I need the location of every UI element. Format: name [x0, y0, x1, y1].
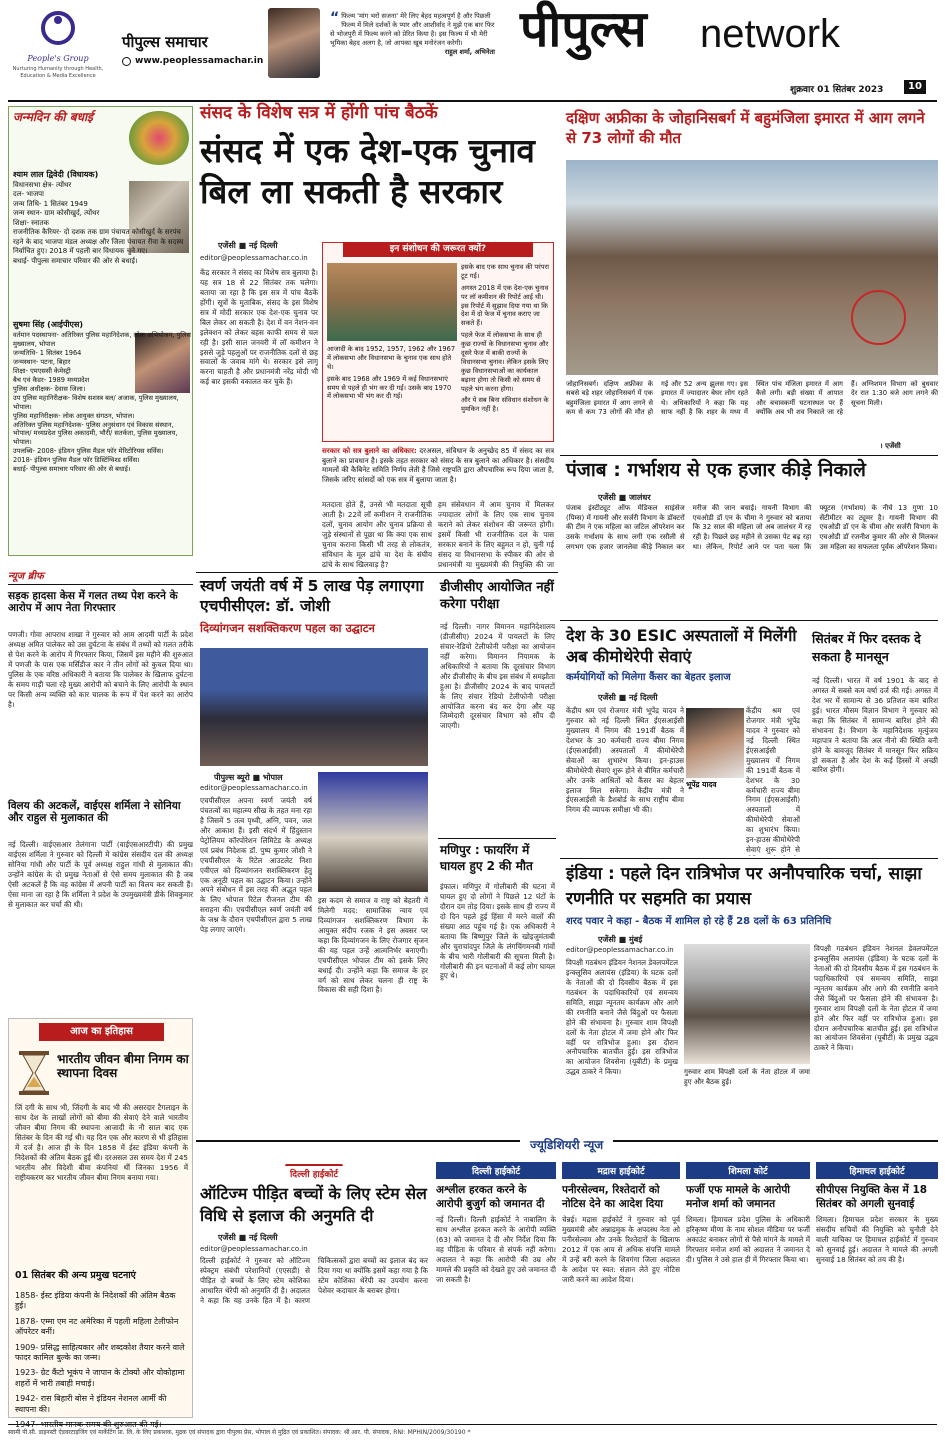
brief2-headline: विलय की अटकलें, वाईएस शर्मिला ने सोनिया और राहुल से मुलाकात की — [8, 800, 181, 825]
monsoon-text: नई दिल्ली। भारत में वर्ष 1901 के बाद से अगस्त में सबसे कम वर्षा दर्ज की गई। अगस्त में देश भर में सामान्य से 36 प्रतिशत कम बारिश हुई। भारत मौसम विज्ञान विभाग ने गुरुवार को कहा कि सितंबर में सामान्य बारिश होने की संभावना है। विभाग के महानिदेशक मृत्युंजय महापात्र ने बताया कि अल नीनो की स्थिति बनी होने के बावजूद सितंबर में मानसून फिर सक्रिय हो सकता है और देश के कई हिस्सों में अच्छी बारिश होगी। — [812, 676, 938, 775]
hourglass-icon — [17, 1049, 51, 1097]
history-label: आज का इतिहास — [39, 1023, 164, 1041]
india-photo — [684, 944, 810, 1064]
lead-text-col1: केंद्र सरकार ने संसद का विशेष सत्र बुलाया है। यह सत्र 18 से 22 सितंबर तक चलेगा। बताया जा रहा है कि इस सत्र में पांच बैठकें होंगी। सूत्रों के मुताबिक, संसद के इस विशेष सत्र में मोदी सरकार एक देश-एक चुनाव पर बिल लेकर आ सकती है। देश में वन नेशन-वन इलेक्शन को लेकर बहस काफी समय से चल रही है। इसी साल जनवरी में लॉ कमीशन ने इससे जुड़े पहलुओं पर राजनीतिक दलों से छह सवालों के जवाब मांगे थे। सरकार इसे लागू करना चाहती है और प्रधानमंत्री नरेंद्र मोदी भी कई बार इसकी वकालत कर चुके हैं। — [200, 268, 318, 387]
india-email: editor@peoplessamachar.co.in — [566, 946, 674, 954]
judiciary-item — [436, 1162, 556, 1415]
judiciary-text: चेन्नई। मद्रास हाईकोर्ट ने गुरुवार को पूर्व मुख्यमंत्री और अन्नाद्रमुक के अपदस्थ नेता ओ पनीरसेल्वम और उनके रिश्तेदारों के खिलाफ 2012 में एक आय से अधिक संपत्ति मामले में उन्हें बरी करने के शिवगंगा जिला अदालत के आदेश पर स्वत: संज्ञान लेते हुए नोटिस जारी करने का आदेश दिया। — [562, 1215, 680, 1284]
manipur-text: इंफाल। मणिपुर में गोलीबारी की घटना में घायल हुए दो लोगों ने पिछले 12 घंटों के दौरान दम तोड़ दिया। इसके साथ ही राज्य में दो दिन पहले हुई हिंसा में मरने वालों की संख्या आठ पहुंच गई है। एक अधिकारी ने बताया कि बिष्णुपुर जिले के खोइजुमंताबी और चुराचांदपुर जिले के लंगचिंगमनबी गांवों के बीच भारी गोलीबारी की सूचना मिली है। गोलीबारी की इन घटनाओं में कई लोग घायल हुए थे। — [440, 882, 555, 981]
esic-byline: एजेंसी ■ नई दिल्ली — [598, 693, 658, 702]
brief1-headline: सड़क हादसा केस में गलत तथ्य पेश करने के आरोप में आप नेता गिरफ्तार — [8, 590, 178, 615]
judiciary-text: शिमला। हिमाचल प्रदेश पुलिस के अधिकारी हरिकृष्ण मीणा के नाम सोशल मीडिया पर फर्जी अकाउंट बनाकर लोगों से पैसे मांगने के मामले में गिरफ्तार मनोज शर्मा को अदालत ने जमानत दे दी। पुलिस ने उसे हाल ही में गिरफ्तार किया था। — [686, 1215, 810, 1265]
dgca-text: नई दिल्ली। नागर विमानन महानिदेशालय (डीजीसीए) 2024 में पायलटों के लिए संचार-रेडियो टेलीफोनी परीक्षा का आयोजन नहीं करेगा। विमानन नियामक के अधिकारियों ने बताया कि दूरसंचार विभाग और डीजीसीए के बीच इस संबंध में समझौता हुआ है। डीजीसीए 2024 के बाद पायलटों के लिए संचार रेडियो टेलीफोनी परीक्षा आयोजित करना बंद कर देगा और यह जिम्मेदारी दूरसंचार विभाग को सौंप दी जाएगी। — [440, 622, 555, 731]
judiciary-item — [686, 1162, 810, 1415]
amendment-box — [322, 242, 554, 442]
judiciary-label: ज्यूडिशियरी न्यूज — [520, 1136, 613, 1153]
masthead-rule — [8, 100, 937, 102]
minister-photo — [686, 708, 744, 778]
dgca-headline: डीजीसीए आयोजित नहीं करेगा परीक्षा — [440, 580, 554, 612]
footer-rule — [8, 1424, 937, 1425]
issue-date: शुक्रवार 01 सितंबर 2023 — [790, 85, 884, 95]
judiciary-text: दिल्ली हाईकोर्ट ने गुरुवार को ऑटिज्म स्पेक्ट्रम संबंधी परेशानियों (एएसडी) से पीड़ित दो बच्चों के लिए स्टेम कोशिका आधारित थेरेपी को अनुमति दी है। अदालत ने कहा कि यह उनके हित में है। कारण चिकित्सकों द्वारा बच्चों का इलाज बंद कर दिया गया था क्योंकि इसमें कहा गया है कि स्टेम कोशिका थेरेपी का उपयोग करना पेशेवर कदाचार के बराबर होगा। — [200, 1255, 428, 1305]
promo-quote: फिल्म 'मांग भरो सजना' मेरे लिए बेहद महत्वपूर्ण है और पिछली फिल्म में मिले दर्शकों के प्यार और आशीर्वाद ने मुझे एक बार फिर से भोजपुरी में फिल्म करने को प्रेरित किया है। इस फिल्म में भी मेरी भूमिका बेहद अलग है, जो आपका खूब मनोरंजन करेगी। — [330, 12, 495, 47]
person2-details: वर्तमान पदस्थापना- अतिरिक्त पुलिस महानिदेशक, लोक अभियोजन, पुलिस मुख्यालय, भोपाल जन्मतिथि- 1 सितंबर 1964 जन्मस्थान- पटना, बिहार शिक्षा- एमएससी केमेस्ट्री बैच एवं कैडर- 1989 मध्यप्रदेश पुलिस अधीक्षक- देवास जिला। उप पुलिस महानिरीक्षक- विशेष सशस्त्र बल/ अजाक, पुलिस मुख्यालय, भोपाल। पुलिस महानिरीक्षक- लोक आयुक्त संगठन, भोपाल। अतिरिक्त पुलिस महानिदेशक- पुलिस अनुसंधान एवं विकास संस्थान, भोपाल/ मध्यप्रदेश पुलिस अकादमी, भौरी/ सतर्कता, पुलिस मुख्यालय, भोपाल। उपलब्धि- 2008- इंडियन पुलिस मैडल फॉर मेरिटोरियस सर्विस। 2018- इंडियन पुलिस मैडल फॉर डिस्टिंग्विश्ड सर्विस। बधाई- पीपुल्स समाचार परिवार की ओर से बधाई। — [13, 331, 191, 474]
judiciary-item — [562, 1162, 680, 1415]
brief2-text: नई दिल्ली। वाईएसआर तेलंगाना पार्टी (वाईएसआरटीपी) की प्रमुख वाईएस शर्मिला ने गुरुवार को दिल्ली में कांग्रेस संसदीय दल की अध्यक्ष सोनिया गांधी और पार्टी के पूर्व अध्यक्ष राहुल गांधी से मुलाकात की। उन्होंने कांग्रेस के दो प्रमुख नेताओं से ऐसे समय मुलाकात की है जब ऐसी अटकलें हैं कि वह कांग्रेस में अपनी पार्टी का विलय कर सकती हैं। ऐसा माना जा रहा है कि शर्मिला ने प्रदेश के उपमुख्यमंत्री डीके शिवकुमार से मुलाकात कर चर्चा की थी। — [8, 840, 193, 909]
court-badge: शिमला कोर्ट — [686, 1162, 810, 1179]
judiciary-headline: पनीरसेल्वम, रिश्तेदारों को नोटिस देने का आदेश दिया — [562, 1184, 664, 1211]
esic-rule — [560, 620, 938, 621]
hpcl-text: एचपीसीएल अपना स्वर्ण जयंती वर्ष पंचतत्वों का महात्म्य सीख के तहत मना रहा है जिसमें 5 तत्व पृथ्वी, अग्नि, पवन, जल और आकाश हैं। इसी संदर्भ में हिंदुस्तान पेट्रोलियम कॉरपोरेशन लिमिटेड के अध्यक्ष एवं प्रबंध निदेशक डॉ. पुष्प कुमार जोशी ने एचपीसीएल के रिटेल आउटलेट निशा एवीएल को दिव्यांगजन सशक्तिकरण हेतु एक अनूठी पहल का उद्घाटन किया। उन्होंने अपने संबोधन में इस तरह की अद्भुत पहल के लिए भोपाल रिटेल रीजनल टीम की सराहना की। एचपीसीएल स्वर्ण जयंती वर्ष के जश्न के दौरान एचपीसीएल द्वारा 5 लाख पेड़ लगाए जाएंगे। — [200, 796, 312, 935]
india-byline: एजेंसी ■ मुंबई — [598, 935, 643, 944]
monsoon-headline: सितंबर में फिर दस्तक दे सकता है मानसून — [812, 631, 921, 665]
manipur-rule — [438, 838, 556, 839]
fire-headline: दक्षिण अफ्रीका के जोहानिसबर्ग में बहुमंजिला इमारत में आग लगने से 73 लोगों की मौत — [566, 109, 925, 148]
history-title: भारतीय जीवन बीमा निगम का स्थापना दिवस — [57, 1052, 189, 1080]
lead-text-col3: हम संसेवधान में आम चुनाव में मिलकर ज्यादातर लोगों के लिए एक साथ चुनाव कराने को लेकर संशोधन की जरूरत होगी। इसमें किसी भी राजनीतिक दल के पास सरकार बनाने के लिए बहुमत न हो, चुनी गई संसद या विधानसभा के स्पीकर की ओर से प्रधानमंत्री या मुख्यमंत्री की नियुक्ति की जा — [438, 500, 554, 569]
judiciary-byline: एजेंसी ■ नई दिल्ली — [218, 1232, 278, 1242]
paper-name: पीपुल्स समाचार — [122, 33, 208, 51]
india-text: विपक्षी गठबंधन इंडियन नेशनल डेवलपमेंटल इन्क्लूसिव अलायंस (इंडिया) के घटक दलों के नेताओं की दो दिवसीय बैठक में इस गठबंधन के पदाधिकारियों एवं समन्वय समिति, साझा न्यूनतम कार्यक्रम और आगे की रणनीति बनाने जैसे बिंदुओं पर फैसला होने की संभावना है। गुरुवार शाम विपक्षी दलों के नेता होटल में जमा होने और फिर वहीं पर रात्रिभोज हुआ। इस दौरान अनौपचारिक बातचीत हुई। इस रात्रिभोज का आयोजन शिवसेना (यूबीटी) के प्रमुख उद्धव ठाकरे ने किया। — [566, 958, 678, 1077]
footer-imprint: स्वामी पी.सी. डाइनस्टी ऐडवरटाइजिंग एवं मार्केटिंग प्रा. लि. के लिए प्रकाशक, मुद्रक एवं संपादक द्वारा पीपुल्स प्रेस, भोपाल से मुद्रित एवं प्रकाशित। संपादक: श्री आर. पी. संपादक, RNI: MPHIN/2009/30190 * — [8, 1429, 471, 1436]
parliament-photo — [327, 263, 457, 341]
birthday-header: जन्मदिन की बधाई — [13, 110, 93, 124]
court-badge: दिल्ली हाईकोर्ट — [285, 1164, 343, 1181]
event-item: 1878- एम्मा एम नट अमेरिका में पहली महिला टेलीफोन ऑपरेटर बनीं। — [15, 1316, 179, 1337]
person1-name: श्याम लाल द्विवेदी (विधायक) — [13, 170, 99, 179]
hpcl-credit: पीपुल्स ब्यूरो ■ भोपाल — [214, 773, 283, 782]
punjab-text: पंजाब इंस्टीट्यूट ऑफ मेडिकल साइंसेज (पिम्स) में गायनी और सर्जरी विभाग के डॉक्टरों की टीम ने एक महिला का जटिल ऑपरेशन कर उसके गर्भाशय के साथ लगी एक रसौली से लगभग एक हजार जानलेवा कीड़े निकाल कर मरीज की जान बचाई। गायनी विभाग की एचओडी डॉ एन के चीमा ने गुरुवार को बताया कि 32 साल की महिला जो अब जालंधर में रह रही है। पिछले छह महीने से उसका पेट बढ़ रहा था। लेकिन, रिपोर्ट आने पर पता चला कि फ्यूटस (गर्भाशय) के नीचे 13 गुणा 10 सेंटीमीटर का ट्यूमर है। गायनी विभाग की एचओडी डॉ एन के चीमा और सर्जरी विभाग के एचओडी डॉ रजनीश कुमार की ओर से मिलकर उस महिला का सफलता पूर्वक ऑपरेशन किया। — [566, 504, 938, 551]
punjab-headline: पंजाब : गर्भाशय से एक हजार कीड़े निकाले — [566, 459, 866, 481]
event-item: 1942- रास बिहारी बोस ने इंडियन नेशनल आर्मी की स्थापना की। — [15, 1394, 167, 1414]
promo-author: राहुल शर्मा, अभिनेता — [444, 47, 495, 56]
india-photo-caption: गुरुवार शाम विपक्षी दलों के नेता होटल में जमा हुए और बैठक हुई। — [684, 1068, 810, 1086]
esic-text: केंद्रीय श्रम एवं रोजगार मंत्री भूपेंद्र यादव ने गुरुवार को नई दिल्ली स्थित ईएसआईसी मुख्यालय में निगम की 191वीं बैठक में देशभर के 30 कर्मचारी राज्य बीमा निगम (ईएसआईसी) अस्पतालों में कीमोथेरेपी सेवाओं का शुभारंभ किया। इन-हाउस कीमोथेरेपी सेवाएं शुरू होने से बीमित कर्मचारी और उनके आश्रितों को कैंसर का बेहतर इलाज मिल सकेगा। केंद्रीय मंत्री ने ईएसआईसी के डैशबोर्ड के साथ राष्ट्रीय बीमा निगम की व्यापक समीक्षा भी की। — [566, 706, 684, 815]
title-english: network — [700, 12, 841, 56]
judiciary-email: editor@peoplessamachar.co.in — [200, 1244, 308, 1253]
group-emblem-icon — [38, 8, 78, 48]
group-caption: People's Group — [27, 54, 89, 63]
lead-kicker: संसद के विशेष सत्र में होंगी पांच बैठकें — [200, 103, 438, 123]
amendment-box-title: इन संशोधन की जरूरत क्यों? — [343, 242, 533, 257]
hpcl-sub: दिव्यांगजन सशक्तिकरण पहल का उद्घाटन — [200, 621, 375, 635]
globe-icon — [122, 57, 131, 66]
page-number: 10 — [904, 80, 926, 94]
esic-text-2: केंद्रीय श्रम एवं रोजगार मंत्री भूपेंद्र यादव ने गुरुवार को नई दिल्ली स्थित ईएसआईसी मुख्यालय में निगम की 191वीं बैठक में देशभर के 30 कर्मचारी राज्य बीमा निगम (ईएसआईसी) अस्पतालों में कीमोथेरेपी सेवाओं का शुभारंभ किया। इन-हाउस कीमोथेरेपी सेवाएं शुरू होने से — [746, 706, 800, 855]
brief1-text: पणजी। गोवा आपराध शाखा ने गुरुवार को आम आदमी पार्टी के प्रदेश अध्यक्ष अमित पालेकर को उस दुर्घटना के संबंध में तथ्यों को गलत तरीके से पेश करने के आरोप में गिरफ्तार किया, जिसमें इस महीने की शुरुआत में पणजी के पास एक मर्सिडीज कार ने तीन लोगों को कुचल दिया था। पुलिस के एक वरिष्ठ अधिकारी ने बताया कि पालेकर के खिलाफ दुर्घटना के समय गाड़ी चला रहे मुख्य आरोपी को बचाने के लिए आरोपी के स्थान पर किसी अन्य व्यक्ति को कार चालक के रूप में पेश करने का आरोप है। — [8, 630, 193, 709]
court-badge: दिल्ली हाईकोर्ट — [436, 1162, 556, 1179]
hpcl-photo-2 — [318, 772, 428, 892]
event-item: 1923- ग्रेट कैंटो भूकंप ने जापान के टोक्यो और योकोहामा शहरों में भारी तबाही मचाई। — [15, 1368, 185, 1388]
session-power-para — [322, 446, 554, 496]
event-item: 1909- प्रसिद्ध साहित्यकार और शब्दकोश तैयार करने वाले फादर कामिल बुल्के का जन्म। — [15, 1342, 185, 1362]
hpcl-photo — [200, 648, 428, 766]
history-text: जिं दगी के साथ भी, जिंदगी के बाद भी की असरदार टैगलाइन के साथ देश के लाखों लोगों को बीमा की सेवाएं देने वाले भारतीय जीवन बीमा निगम की स्थापना आजादी के नौ साल बाद एक सितंबर के दिन की गई थी। यह दिन एक और कारण से भी इतिहास में दर्ज है। आज ही के दिन 1858 में ईस्ट इंडिया कंपनी के निदेशकों की अंतिम बैठक हुई थी। दरअसल उस समय देश में 245 भारतीय और विदेशी बीमा कंपनियां थीं जिनका 1956 में राष्ट्रीयकरण कर भारतीय जीवन बीमा निगम बनाया गया। — [15, 1103, 188, 1182]
lead-headline: संसद में एक देश-एक चुनाव बिल ला सकती है सरकार — [200, 131, 535, 212]
india-rule — [560, 858, 938, 859]
punjab-rule — [560, 455, 938, 456]
box-point: आजादी के बाद 1952, 1957, 1962 और 1967 में लोकसभा और विधानसभा के चुनाव एक साथ होते थे। — [327, 345, 456, 371]
box-col2 — [461, 263, 551, 441]
judiciary-headline: फर्जी एफ मामले के आरोपी मनोज शर्मा को जमानत — [686, 1184, 791, 1211]
india-headline: इंडिया : पहले दिन रात्रिभोज पर अनौपचारिक चर्चा, साझा रणनीति पर सहमति का प्रयास — [566, 864, 922, 909]
highlight-circle — [851, 290, 906, 345]
manipur-headline: मणिपुर : फायरिंग में घायल हुए 2 की मौत — [440, 843, 533, 874]
india-sub: शरद पवार ने कहा - बैठक में शामिल हो रहे हैं 28 दलों के 63 प्रतिनिधि — [566, 916, 832, 927]
title-hindi: पीपुल्स — [520, 0, 647, 58]
judiciary-item — [816, 1162, 938, 1415]
news-brief-label: न्यूज ब्रीफ — [8, 571, 44, 582]
judiciary-text: नई दिल्ली। दिल्ली हाईकोर्ट ने नाबालिग के साथ अश्लील हरकत करने के आरोपी व्यक्ति (63) को जमानत दे दी और निर्देश दिया कि वह पीड़िता के परिवार से संपर्क नहीं करेगा। अदालत ने कहा कि आरोपी की उम्र और मामले की प्रकृति को देखते हुए उसे जमानत दी जा सकती है। — [436, 1215, 556, 1284]
judiciary-headline: ऑटिज्म पीड़ित बच्चों के लिए स्टेम सेल विधि से इलाज की अनुमति दी — [200, 1184, 427, 1226]
promo-quote-block — [330, 12, 495, 56]
judiciary-text: शिमला। हिमाचल प्रदेश सरकार के मुख्य संसदीय सचिवों की नियुक्ति को चुनौती देने वाली याचिका पर हिमाचल हाईकोर्ट में गुरुवार को सुनवाई हुई। अदालत ने मामले की अगली सुनवाई 18 सितंबर को तय की है। — [816, 1215, 938, 1265]
peoples-group-logo — [8, 8, 108, 100]
hpcl-text-2: इस कदम से समाज व राष्ट्र को बेहतरी में मिलेगी मदद: सामाजिक न्याय एवं दिव्यांगजन सशक्तिकरण विभाग के आयुक्त संदीप रजक ने इस अवसर पर कहा कि दिव्यांगजन के लिए रोजगार सृजन की यह पहल उन्हें आत्मनिर्भर बनाएगी। एचपीसीएल भोपाल टीम को इसके लिए बधाई दी। उन्होंने कहा कि समाज के हर वर्ग को साथ लेकर चलना ही राष्ट्र के विकास की सही दिशा है। — [318, 896, 428, 995]
session-power-text: दरअसल, संविधान के अनुच्छेद 85 में संसद का सत्र बुलाने का प्रावधान है। इसके तहत सरकार को संसद के सत्र बुलाने का अधिकार है। संसदीय मामलों की कैबिनेट समिति निर्णय लेती है जिसे राष्ट्रपति द्वारा औपचारिक रूप दिया जाता है, जिसके जरिए सांसदों को एक सत्र में बुलाया जाता है। — [322, 446, 554, 484]
box-point: इसके बाद 1968 और 1969 में कई विधानसभाएं समय से पहले ही भंग कर दी गईं। उसके बाद 1970 में लोकसभा भी भंग कर दी गई। — [327, 374, 452, 401]
judiciary-headline: अश्लील हरकत करने के आरोपी बुजुर्ग को जमानत दी — [436, 1184, 545, 1211]
box-point: पहले फेज में लोकसभा के साथ ही कुछ राज्यों के विधानसभा चुनाव और दूसरे फेज में बाकी राज्यों के विधानसभा चुनाव। लेकिन इसके लिए कुछ विधानसभाओं का कार्यकाल बढ़ाना होगा तो किसी को समय से पहले भंग करना होगा। — [461, 331, 549, 393]
esic-sub: कर्मयोगियों को मिलेगा कैंसर का बेहतर इलाज — [566, 672, 731, 683]
hpcl-headline: स्वर्ण जयंती वर्ष में 5 लाख पेड़ लगाएगा एचपीसीएल: डॉ. जोशी — [200, 577, 424, 616]
india-text-2: विपक्षी गठबंधन इंडियन नेशनल डेवलपमेंटल इन्क्लूसिव अलायंस (इंडिया) के घटक दलों के नेताओं की दो दिवसीय बैठक में इस गठबंधन के पदाधिकारियों एवं समन्वय समिति, साझा न्यूनतम कार्यक्रम और आगे की रणनीति बनाने जैसे बिंदुओं पर फैसला होने की संभावना है। गुरुवार शाम विपक्षी दलों के नेता होटल में जमा होने और फिर वहीं पर रात्रिभोज हुआ। इस दौरान अनौपचारिक बातचीत हुई। इस रात्रिभोज का आयोजन शिवसेना (यूबीटी) के प्रमुख उद्धव ठाकरे ने किया। — [814, 944, 938, 1053]
judiciary-item — [200, 1162, 428, 1432]
esic-headline: देश के 30 ESIC अस्पतालों में मिलेंगी अब कीमोथेरेपी सेवाएं — [566, 626, 797, 666]
event-item: 1858- ईस्ट इंडिया कंपनी के निदेशकों की अंतिम बैठक हुई। — [15, 1291, 176, 1311]
news-brief-rule — [8, 584, 193, 585]
events-list — [15, 1291, 188, 1430]
box-point: अगस्त 2018 में एक देश-एक चुनाव पर लॉ कमीशन की रिपोर्ट आई थी। इस रिपोर्ट में सुझाव दिया गया था कि देश में दो फेज में चुनाव कराए जा सकते हैं। — [461, 283, 549, 328]
birthday-box — [8, 106, 193, 556]
court-badge: हिमाचल हाईकोर्ट — [816, 1162, 938, 1179]
quote-icon: “ — [330, 10, 340, 26]
hpcl-email: editor@peoplessamachar.co.in — [200, 784, 308, 792]
group-tagline: Nurturing Humanity through Health, Education & Media Excellence — [12, 66, 104, 79]
court-badge: मद्रास हाईकोर्ट — [562, 1162, 680, 1179]
website-row[interactable] — [122, 56, 263, 66]
lead-email: editor@peoplessamachar.co.in — [200, 254, 308, 262]
minister-caption: भूपेंद्र यादव — [686, 780, 717, 789]
session-power-label: सरकार को सत्र बुलाने का अधिकार: — [322, 446, 417, 455]
row2-rule — [196, 572, 558, 573]
actor-photo — [268, 8, 320, 78]
box-col1 — [327, 345, 457, 401]
punjab-byline: एजेंसी ■ जालंधर — [598, 493, 651, 502]
lead-byline: एजेंसी ■ नई दिल्ली — [218, 241, 278, 250]
box-point: इसके बाद एक साथ चुनाव की परंपरा टूट गई। — [461, 263, 549, 280]
box-point: और ये सब बिना संविधान संशोधन के मुमकिन नहीं है। — [461, 396, 549, 414]
history-box — [8, 1018, 193, 1418]
website-link[interactable]: www.peoplessamachar.in — [135, 56, 264, 66]
person1-details: विधानसभा क्षेत्र- त्योंथर दल- भाजपा जन्म तिथि- 1 सितंबर 1949 जन्म स्थान- ग्राम कोसीखुर्द, त्योंथर शिक्षा- स्नातक राजनीतिक कैरियर- दो दशक तक ग्राम पंचायत कोसीखुर्द के सरपंच रहने के बाद भाजपा मंडल अध्यक्ष और जिला पंचायत रीवा के सदस्य निर्वाचित हुए। 2018 में पहली बार विधायक चुने गए। बधाई- पीपुल्स समाचार परिवार की ओर से बधाई। — [13, 181, 184, 265]
person2-name: सुषमा सिंह (आईपीएस) — [13, 320, 84, 329]
lead-text-col2: मतदाता होते हैं, उनसे भी मतदाता सूची आती है। 22वें लॉ कमीशन ने राजनीतिक दलों, चुनाव आयोग और चुनाव प्रक्रिया से जुड़े संस्थानों से पूछा था कि क्या एक साथ चुनाव कराना किसी भी तरह से लोकतंत्र, संविधान के मूल ढांचे या देश के संघीय ढांचे के साथ खिलवाड़ है? — [322, 500, 432, 569]
events-header: 01 सितंबर की अन्य प्रमुख घटनाएं — [15, 1270, 136, 1281]
fire-caption: जोहानिसबर्ग। दक्षिण अफ्रीका के सबसे बड़े शहर जोहानिसबर्ग में एक बहुमंजिला इमारत में आग लगने से कम से कम 73 लोगों की मौत हो गई और 52 अन्य झुलस गए। इस इमारत में ज्यादातर बेघर लोग रहते थे। अधिकारियों ने कहा कि यह साफ नहीं है कि शहर के मध्य में स्थित पांच मंजिला इमारत में आग कैसे लगी। बड़ी संख्या में आपात और बचावकर्मी घटनास्थल पर हैं क्योंकि अब भी शव निकाले जा रहे हैं। अग्निशमन विभाग को बुधवार देर रात 1:30 बजे आग लगने की सूचना मिली। — [566, 380, 938, 417]
judiciary-headline: सीपीएस नियुक्ति केस में 18 सितंबर को अगली सुनवाई — [816, 1184, 928, 1211]
flower-bouquet-icon — [129, 111, 189, 165]
fire-agency: । एजेंसी — [880, 442, 901, 450]
fire-photo — [566, 160, 938, 375]
